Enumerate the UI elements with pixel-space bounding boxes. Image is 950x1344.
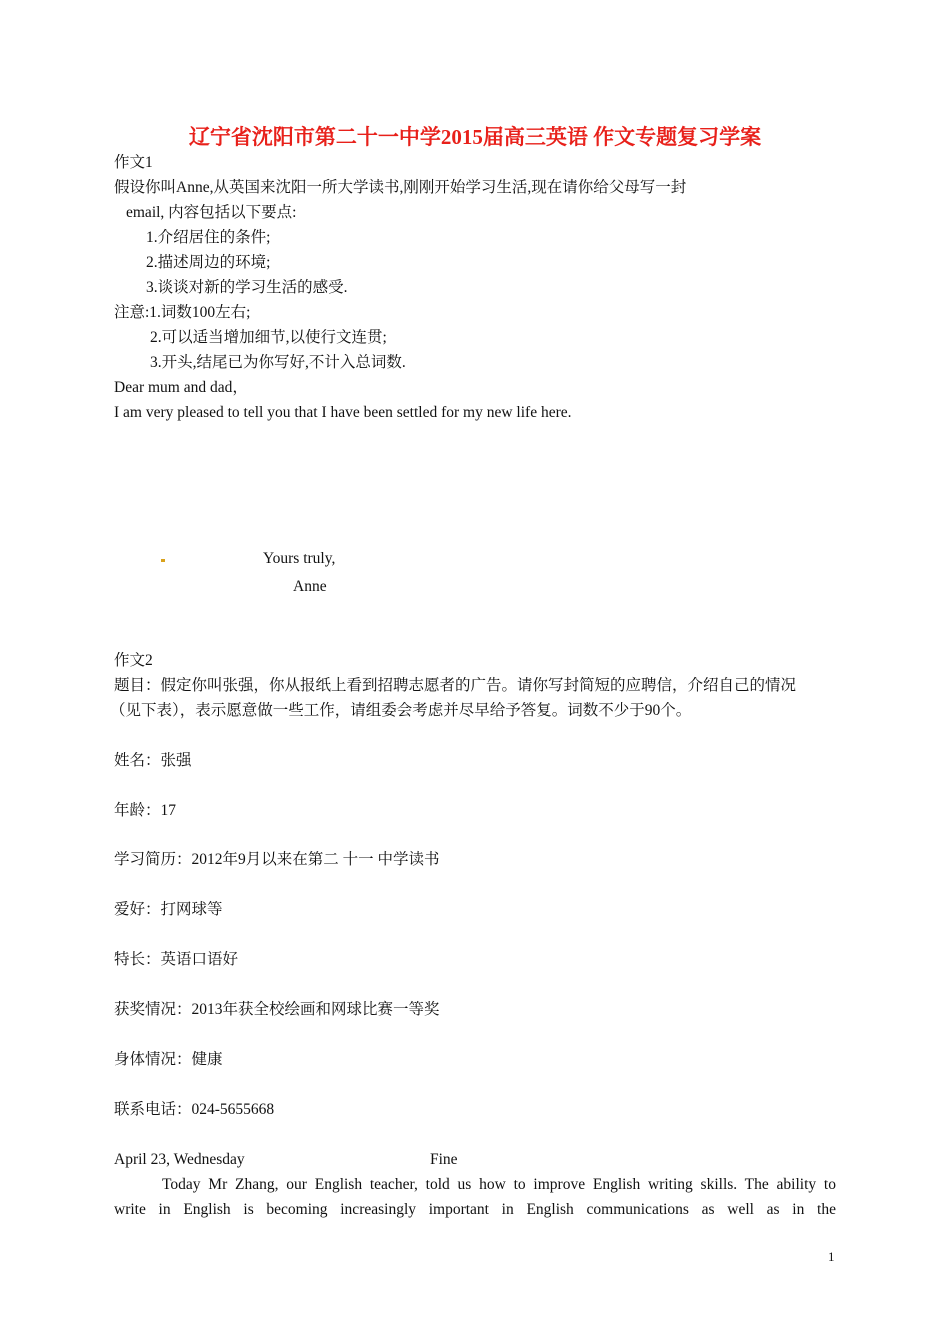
essay1-heading: 作文1 [114,154,153,171]
info-health: 身体情况：健康 [114,1051,223,1068]
essay2-prompt-line1: 题目：假定你叫张强，你从报纸上看到招聘志愿者的广告。请你写封简短的应聘信，介绍自己的情况 [114,677,797,694]
essay1-note-1: 注意:1.词数100左右; [114,304,251,321]
letter-greeting: Dear mum and dad， [114,379,248,396]
info-strength: 特长：英语口语好 [114,951,239,968]
document-title: 辽宁省沈阳市第二十一中学2015届高三英语 作文专题复习学案 [188,125,762,149]
info-name: 姓名：张强 [114,752,192,769]
diary-line-2: write in English is becoming increasingly important in English communications as well as in the [114,1201,836,1218]
essay1-prompt-line1: 假设你叫Anne,从英国来沈阳一所大学读书,刚刚开始学习生活,现在请你给父母写一封 [114,179,687,196]
page-number: 1 [828,1249,835,1264]
diary-line-1: Today Mr Zhang, our English teacher, told us how to improve English writing skills. The ability to [162,1176,836,1193]
decorative-dot [161,559,165,562]
info-awards: 获奖情况：2013年获全校绘画和网球比赛一等奖 [114,1001,440,1018]
essay2-heading: 作文2 [114,652,153,669]
essay1-point-1: 1.介绍居住的条件; [146,229,271,246]
letter-opening: I am very pleased to tell you that I have been settled for my new life here. [114,404,572,421]
essay1-note-3: 3.开头,结尾已为你写好,不计入总词数. [150,354,406,371]
essay2-prompt-line2: （见下表），表示愿意做一些工作，请组委会考虑并尽早给予答复。词数不少于90个。 [110,702,692,719]
letter-closing: Yours truly, [263,550,336,567]
diary-weather: Fine [430,1151,458,1168]
essay1-point-2: 2.描述周边的环境; [146,254,271,271]
essay1-prompt-line2: email, 内容包括以下要点: [126,204,297,221]
letter-signature: Anne [293,578,327,595]
essay1-note-2: 2.可以适当增加细节,以使行文连贯; [150,329,387,346]
info-age: 年龄：17 [114,802,177,819]
info-education: 学习简历：2012年9月以来在第二 十一 中学读书 [114,851,440,868]
essay1-point-3: 3.谈谈对新的学习生活的感受. [146,279,348,296]
diary-date: April 23, Wednesday [114,1151,245,1168]
info-hobby: 爱好：打网球等 [114,901,223,918]
info-phone: 联系电话：024-5655668 [114,1101,275,1118]
